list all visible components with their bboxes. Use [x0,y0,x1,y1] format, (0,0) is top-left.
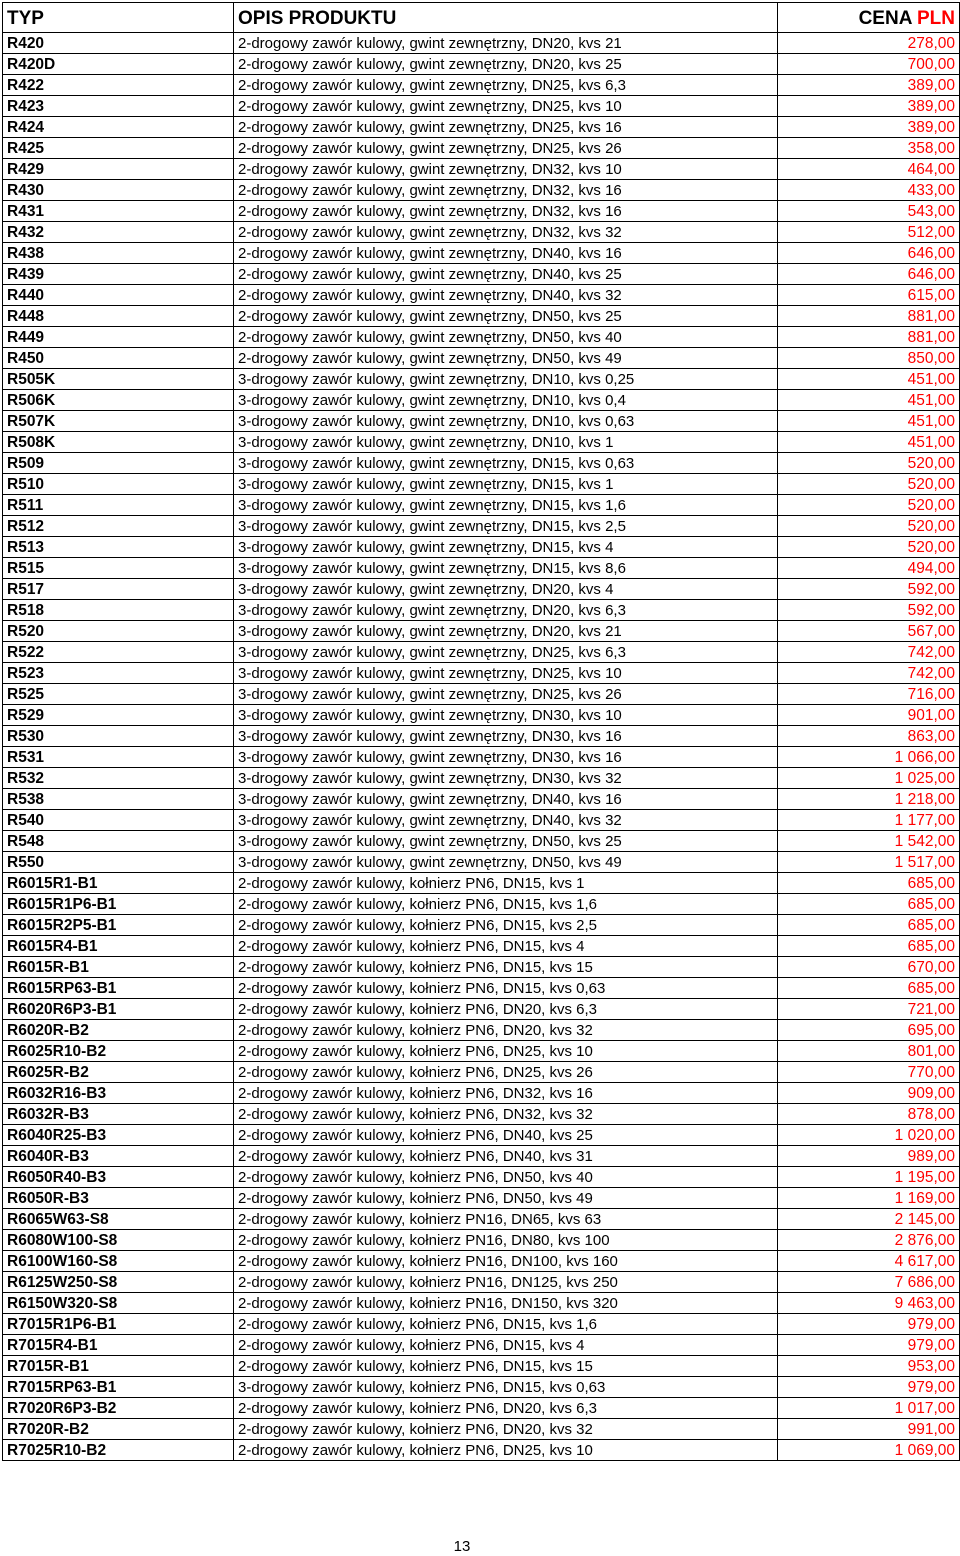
product-description: 3-drogowy zawór kulowy, gwint zewnętrzny, DN15, kvs 1 [234,474,778,495]
table-row [3,621,960,642]
product-description: 2-drogowy zawór kulowy, kołnierz PN6, DN20, kvs 6,3 [234,1398,778,1419]
product-price: 850,00 [778,348,960,369]
product-description: 3-drogowy zawór kulowy, gwint zewnętrzny, DN30, kvs 32 [234,768,778,789]
product-code: R532 [3,768,234,789]
product-price: 721,00 [778,999,960,1020]
product-description: 2-drogowy zawór kulowy, kołnierz PN6, DN15, kvs 15 [234,957,778,978]
product-price: 685,00 [778,894,960,915]
product-description: 3-drogowy zawór kulowy, gwint zewnętrzny, DN15, kvs 4 [234,537,778,558]
product-description: 2-drogowy zawór kulowy, gwint zewnętrzny, DN40, kvs 16 [234,243,778,264]
product-price: 1 017,00 [778,1398,960,1419]
table-body [3,33,960,1461]
product-price: 512,00 [778,222,960,243]
product-description: 2-drogowy zawór kulowy, gwint zewnętrzny, DN25, kvs 26 [234,138,778,159]
product-code: R7015R4-B1 [3,1335,234,1356]
product-code: R6065W63-S8 [3,1209,234,1230]
product-description: 3-drogowy zawór kulowy, gwint zewnętrzny, DN20, kvs 21 [234,621,778,642]
product-description: 2-drogowy zawór kulowy, gwint zewnętrzny, DN20, kvs 25 [234,54,778,75]
product-description: 2-drogowy zawór kulowy, kołnierz PN6, DN40, kvs 31 [234,1146,778,1167]
product-code: R508K [3,432,234,453]
product-description: 2-drogowy zawór kulowy, kołnierz PN16, DN100, kvs 160 [234,1251,778,1272]
product-description: 2-drogowy zawór kulowy, kołnierz PN16, DN80, kvs 100 [234,1230,778,1251]
product-price: 742,00 [778,642,960,663]
product-price: 909,00 [778,1083,960,1104]
table-row [3,1146,960,1167]
table-row [3,789,960,810]
product-description: 2-drogowy zawór kulowy, gwint zewnętrzny, DN40, kvs 25 [234,264,778,285]
product-code: R6050R-B3 [3,1188,234,1209]
product-code: R440 [3,285,234,306]
product-code: R7015R1P6-B1 [3,1314,234,1335]
product-description: 2-drogowy zawór kulowy, kołnierz PN6, DN15, kvs 4 [234,1335,778,1356]
page-number: 13 [453,1538,471,1555]
product-price: 700,00 [778,54,960,75]
table-row [3,306,960,327]
product-code: R538 [3,789,234,810]
product-description: 3-drogowy zawór kulowy, gwint zewnętrzny, DN25, kvs 6,3 [234,642,778,663]
product-code: R6015RP63-B1 [3,978,234,999]
table-row [3,810,960,831]
product-price: 881,00 [778,306,960,327]
product-code: R7015R-B1 [3,1356,234,1377]
product-description: 2-drogowy zawór kulowy, gwint zewnętrzny, DN25, kvs 6,3 [234,75,778,96]
product-price: 881,00 [778,327,960,348]
product-description: 2-drogowy zawór kulowy, kołnierz PN6, DN25, kvs 10 [234,1041,778,1062]
product-description: 2-drogowy zawór kulowy, kołnierz PN6, DN15, kvs 4 [234,936,778,957]
product-code: R6015R-B1 [3,957,234,978]
product-description: 2-drogowy zawór kulowy, kołnierz PN6, DN15, kvs 15 [234,1356,778,1377]
table-row [3,537,960,558]
product-code: R550 [3,852,234,873]
product-price: 567,00 [778,621,960,642]
table-row [3,1272,960,1293]
product-code: R6125W250-S8 [3,1272,234,1293]
table-row [3,873,960,894]
product-code: R518 [3,600,234,621]
product-code: R506K [3,390,234,411]
col-header-opis: OPIS PRODUKTU [234,3,778,33]
cena-label: CENA [858,8,912,29]
table-row [3,957,960,978]
table-row [3,579,960,600]
product-description: 3-drogowy zawór kulowy, gwint zewnętrzny, DN15, kvs 1,6 [234,495,778,516]
table-row [3,54,960,75]
product-description: 2-drogowy zawór kulowy, gwint zewnętrzny, DN32, kvs 10 [234,159,778,180]
table-row [3,1230,960,1251]
product-description: 2-drogowy zawór kulowy, gwint zewnętrzny, DN25, kvs 10 [234,96,778,117]
product-price: 953,00 [778,1356,960,1377]
product-price: 278,00 [778,33,960,54]
product-code: R510 [3,474,234,495]
product-code: R7025R10-B2 [3,1440,234,1461]
product-code: R430 [3,180,234,201]
product-description: 2-drogowy zawór kulowy, kołnierz PN6, DN50, kvs 49 [234,1188,778,1209]
product-code: R530 [3,726,234,747]
product-description: 3-drogowy zawór kulowy, gwint zewnętrzny, DN30, kvs 16 [234,726,778,747]
product-price: 451,00 [778,390,960,411]
product-code: R6080W100-S8 [3,1230,234,1251]
product-code: R523 [3,663,234,684]
product-code: R525 [3,684,234,705]
table-row [3,684,960,705]
table-row [3,978,960,999]
table-row [3,894,960,915]
product-price: 646,00 [778,243,960,264]
product-code: R6050R40-B3 [3,1167,234,1188]
product-code: R511 [3,495,234,516]
product-description: 2-drogowy zawór kulowy, gwint zewnętrzny, DN50, kvs 49 [234,348,778,369]
product-description: 2-drogowy zawór kulowy, gwint zewnętrzny, DN25, kvs 16 [234,117,778,138]
table-row [3,432,960,453]
product-description: 2-drogowy zawór kulowy, gwint zewnętrzny, DN20, kvs 21 [234,33,778,54]
product-price: 685,00 [778,873,960,894]
table-row [3,1251,960,1272]
product-price: 358,00 [778,138,960,159]
table-row [3,453,960,474]
product-price: 451,00 [778,432,960,453]
product-code: R522 [3,642,234,663]
product-code: R6020R-B2 [3,1020,234,1041]
product-description: 3-drogowy zawór kulowy, gwint zewnętrzny, DN50, kvs 25 [234,831,778,852]
product-price: 878,00 [778,1104,960,1125]
product-description: 2-drogowy zawór kulowy, gwint zewnętrzny, DN40, kvs 32 [234,285,778,306]
table-row [3,1398,960,1419]
table-row [3,1314,960,1335]
product-code: R420D [3,54,234,75]
product-price: 520,00 [778,453,960,474]
product-code: R7020R6P3-B2 [3,1398,234,1419]
product-description: 2-drogowy zawór kulowy, kołnierz PN6, DN32, kvs 32 [234,1104,778,1125]
product-price: 451,00 [778,411,960,432]
product-description: 3-drogowy zawór kulowy, kołnierz PN6, DN15, kvs 0,63 [234,1377,778,1398]
table-row [3,411,960,432]
table-row [3,600,960,621]
table-row [3,369,960,390]
product-price: 685,00 [778,915,960,936]
table-row [3,159,960,180]
product-description: 3-drogowy zawór kulowy, gwint zewnętrzny, DN25, kvs 26 [234,684,778,705]
product-code: R512 [3,516,234,537]
product-description: 3-drogowy zawór kulowy, gwint zewnętrzny, DN20, kvs 4 [234,579,778,600]
product-price: 1 542,00 [778,831,960,852]
product-description: 3-drogowy zawór kulowy, gwint zewnętrzny, DN50, kvs 49 [234,852,778,873]
product-code: R529 [3,705,234,726]
product-code: R438 [3,243,234,264]
product-price: 615,00 [778,285,960,306]
product-code: R6015R1P6-B1 [3,894,234,915]
product-price: 451,00 [778,369,960,390]
product-price: 801,00 [778,1041,960,1062]
table-row [3,1188,960,1209]
product-code: R448 [3,306,234,327]
table-row [3,663,960,684]
product-description: 3-drogowy zawór kulowy, gwint zewnętrzny, DN15, kvs 0,63 [234,453,778,474]
table-row [3,852,960,873]
product-description: 2-drogowy zawór kulowy, gwint zewnętrzny, DN32, kvs 32 [234,222,778,243]
product-code: R6015R4-B1 [3,936,234,957]
product-price: 646,00 [778,264,960,285]
table-row [3,642,960,663]
product-code: R425 [3,138,234,159]
table-row [3,390,960,411]
product-code: R450 [3,348,234,369]
product-code: R6015R1-B1 [3,873,234,894]
product-description: 3-drogowy zawór kulowy, gwint zewnętrzny, DN10, kvs 0,25 [234,369,778,390]
product-price: 1 025,00 [778,768,960,789]
product-code: R6040R-B3 [3,1146,234,1167]
col-header-typ: TYP [3,3,234,33]
table-row [3,495,960,516]
table-row [3,75,960,96]
product-price: 685,00 [778,936,960,957]
product-code: R422 [3,75,234,96]
product-description: 2-drogowy zawór kulowy, kołnierz PN6, DN15, kvs 1,6 [234,1314,778,1335]
product-description: 2-drogowy zawór kulowy, kołnierz PN6, DN32, kvs 16 [234,1083,778,1104]
product-code: R439 [3,264,234,285]
product-description: 3-drogowy zawór kulowy, gwint zewnętrzny, DN30, kvs 10 [234,705,778,726]
product-code: R513 [3,537,234,558]
product-description: 2-drogowy zawór kulowy, kołnierz PN6, DN15, kvs 1 [234,873,778,894]
table-row [3,1062,960,1083]
product-price: 494,00 [778,558,960,579]
product-price: 9 463,00 [778,1293,960,1314]
product-price: 464,00 [778,159,960,180]
product-description: 3-drogowy zawór kulowy, gwint zewnętrzny, DN40, kvs 16 [234,789,778,810]
table-row [3,33,960,54]
product-code: R507K [3,411,234,432]
product-code: R7020R-B2 [3,1419,234,1440]
product-code: R7015RP63-B1 [3,1377,234,1398]
product-price: 770,00 [778,1062,960,1083]
product-price: 1 069,00 [778,1440,960,1461]
product-price: 1 517,00 [778,852,960,873]
product-price: 695,00 [778,1020,960,1041]
product-price: 1 066,00 [778,747,960,768]
product-code: R6032R16-B3 [3,1083,234,1104]
product-code: R6025R10-B2 [3,1041,234,1062]
product-description: 2-drogowy zawór kulowy, kołnierz PN6, DN15, kvs 1,6 [234,894,778,915]
table-row [3,327,960,348]
product-price: 592,00 [778,579,960,600]
product-price: 991,00 [778,1419,960,1440]
product-code: R520 [3,621,234,642]
product-code: R6032R-B3 [3,1104,234,1125]
product-description: 2-drogowy zawór kulowy, kołnierz PN16, DN65, kvs 63 [234,1209,778,1230]
product-description: 2-drogowy zawór kulowy, kołnierz PN16, DN125, kvs 250 [234,1272,778,1293]
table-row [3,117,960,138]
product-code: R432 [3,222,234,243]
table-row [3,1377,960,1398]
product-price: 2 145,00 [778,1209,960,1230]
product-price: 979,00 [778,1314,960,1335]
product-code: R531 [3,747,234,768]
product-price: 1 169,00 [778,1188,960,1209]
product-price: 1 177,00 [778,810,960,831]
product-description: 2-drogowy zawór kulowy, kołnierz PN6, DN15, kvs 0,63 [234,978,778,999]
product-code: R540 [3,810,234,831]
product-description: 2-drogowy zawór kulowy, gwint zewnętrzny, DN50, kvs 40 [234,327,778,348]
table-header-row [3,3,960,33]
product-code: R6025R-B2 [3,1062,234,1083]
product-description: 2-drogowy zawór kulowy, kołnierz PN6, DN15, kvs 2,5 [234,915,778,936]
product-price: 1 020,00 [778,1125,960,1146]
product-price: 592,00 [778,600,960,621]
product-description: 3-drogowy zawór kulowy, gwint zewnętrzny, DN15, kvs 8,6 [234,558,778,579]
product-price: 1 195,00 [778,1167,960,1188]
product-price: 389,00 [778,75,960,96]
product-description: 2-drogowy zawór kulowy, kołnierz PN6, DN20, kvs 32 [234,1020,778,1041]
product-description: 2-drogowy zawór kulowy, kołnierz PN6, DN40, kvs 25 [234,1125,778,1146]
product-code: R505K [3,369,234,390]
product-code: R6020R6P3-B1 [3,999,234,1020]
table-row [3,138,960,159]
table-row [3,768,960,789]
product-code: R515 [3,558,234,579]
product-code: R423 [3,96,234,117]
table-row [3,1041,960,1062]
table-row [3,516,960,537]
table-row [3,243,960,264]
product-description: 3-drogowy zawór kulowy, gwint zewnętrzny, DN10, kvs 0,63 [234,411,778,432]
table-row [3,222,960,243]
product-code: R6040R25-B3 [3,1125,234,1146]
product-description: 2-drogowy zawór kulowy, kołnierz PN16, DN150, kvs 320 [234,1293,778,1314]
table-row [3,558,960,579]
product-description: 2-drogowy zawór kulowy, gwint zewnętrzny, DN32, kvs 16 [234,180,778,201]
product-description: 3-drogowy zawór kulowy, gwint zewnętrzny, DN10, kvs 0,4 [234,390,778,411]
product-description: 2-drogowy zawór kulowy, kołnierz PN6, DN20, kvs 32 [234,1419,778,1440]
table-row [3,936,960,957]
table-row [3,1440,960,1461]
product-price: 389,00 [778,96,960,117]
table-row [3,1419,960,1440]
product-price: 4 617,00 [778,1251,960,1272]
product-code: R420 [3,33,234,54]
table-row [3,1209,960,1230]
price-list-table [2,2,960,1461]
product-price: 685,00 [778,978,960,999]
product-price: 2 876,00 [778,1230,960,1251]
table-row [3,747,960,768]
product-price: 863,00 [778,726,960,747]
product-price: 670,00 [778,957,960,978]
product-price: 989,00 [778,1146,960,1167]
product-description: 3-drogowy zawór kulowy, gwint zewnętrzny, DN20, kvs 6,3 [234,600,778,621]
table-row [3,726,960,747]
product-description: 3-drogowy zawór kulowy, gwint zewnętrzny, DN30, kvs 16 [234,747,778,768]
table-row [3,1125,960,1146]
product-description: 2-drogowy zawór kulowy, gwint zewnętrzny, DN32, kvs 16 [234,201,778,222]
table-row [3,180,960,201]
table-row [3,1083,960,1104]
product-price: 520,00 [778,516,960,537]
table-row [3,474,960,495]
product-description: 3-drogowy zawór kulowy, gwint zewnętrzny, DN10, kvs 1 [234,432,778,453]
table-row [3,1335,960,1356]
product-code: R449 [3,327,234,348]
product-code: R6150W320-S8 [3,1293,234,1314]
table-row [3,915,960,936]
product-code: R429 [3,159,234,180]
product-code: R431 [3,201,234,222]
product-code: R424 [3,117,234,138]
product-description: 3-drogowy zawór kulowy, gwint zewnętrzny, DN40, kvs 32 [234,810,778,831]
product-description: 3-drogowy zawór kulowy, gwint zewnętrzny, DN15, kvs 2,5 [234,516,778,537]
product-price: 520,00 [778,495,960,516]
table-row [3,96,960,117]
product-price: 433,00 [778,180,960,201]
product-code: R6015R2P5-B1 [3,915,234,936]
product-code: R517 [3,579,234,600]
product-code: R548 [3,831,234,852]
table-row [3,264,960,285]
product-price: 901,00 [778,705,960,726]
table-row [3,1104,960,1125]
product-description: 2-drogowy zawór kulowy, kołnierz PN6, DN25, kvs 10 [234,1440,778,1461]
product-description: 2-drogowy zawór kulowy, gwint zewnętrzny, DN50, kvs 25 [234,306,778,327]
table-row [3,285,960,306]
table-row [3,1356,960,1377]
product-price: 1 218,00 [778,789,960,810]
table-row [3,1020,960,1041]
product-code: R6100W160-S8 [3,1251,234,1272]
product-description: 3-drogowy zawór kulowy, gwint zewnętrzny, DN25, kvs 10 [234,663,778,684]
product-price: 389,00 [778,117,960,138]
product-price: 543,00 [778,201,960,222]
product-description: 2-drogowy zawór kulowy, kołnierz PN6, DN50, kvs 40 [234,1167,778,1188]
product-price: 742,00 [778,663,960,684]
product-price: 979,00 [778,1377,960,1398]
table-row [3,1293,960,1314]
col-header-cena [778,3,960,33]
currency-label: PLN [917,8,955,29]
product-price: 716,00 [778,684,960,705]
table-row [3,831,960,852]
table-row [3,348,960,369]
table-row [3,705,960,726]
product-price: 7 686,00 [778,1272,960,1293]
product-price: 520,00 [778,474,960,495]
table-row [3,201,960,222]
product-price: 520,00 [778,537,960,558]
product-price: 979,00 [778,1335,960,1356]
product-description: 2-drogowy zawór kulowy, kołnierz PN6, DN20, kvs 6,3 [234,999,778,1020]
table-row [3,999,960,1020]
table-row [3,1167,960,1188]
product-description: 2-drogowy zawór kulowy, kołnierz PN6, DN25, kvs 26 [234,1062,778,1083]
product-code: R509 [3,453,234,474]
